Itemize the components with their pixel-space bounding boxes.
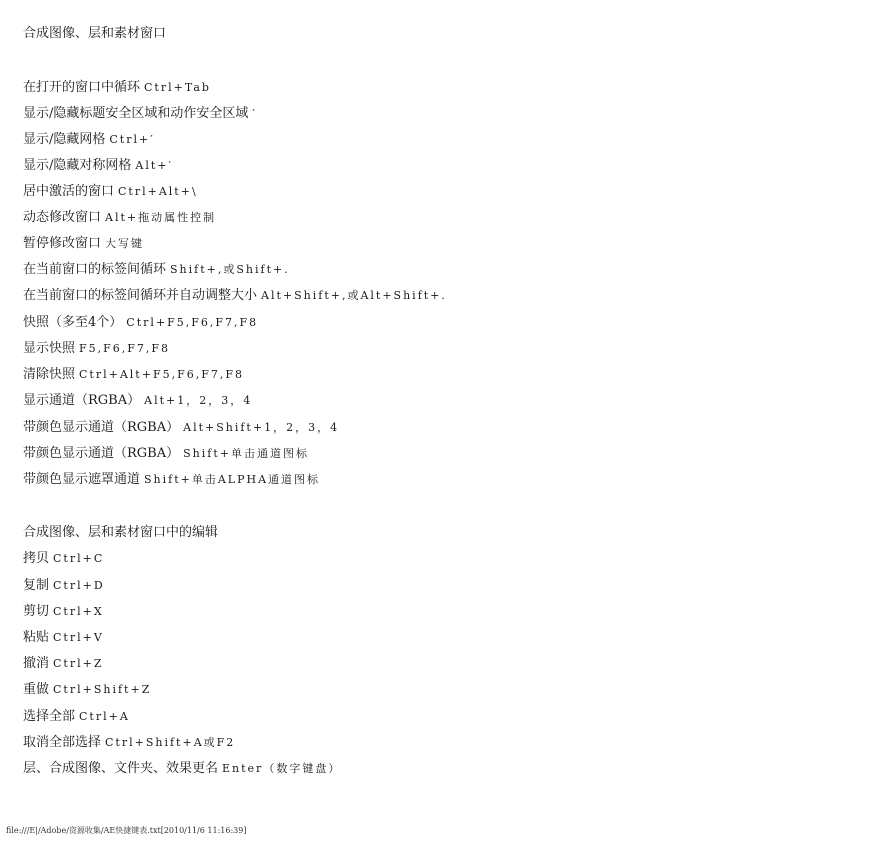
shortcut-description: 显示/隐藏标题安全区域和动作安全区域 xyxy=(23,106,249,121)
shortcut-row xyxy=(23,655,104,673)
shortcut-description: 粘贴 xyxy=(23,630,50,645)
shortcut-description: 带颜色显示遮罩通道 xyxy=(23,472,141,487)
shortcut-keys: Ctrl+V xyxy=(53,631,104,644)
shortcut-row xyxy=(23,131,155,149)
shortcut-keys: Alt+1，2，3，4 xyxy=(144,394,253,407)
shortcut-row xyxy=(23,235,144,253)
shortcut-row xyxy=(23,708,130,726)
shortcut-description: 带颜色显示通道（RGBA） xyxy=(23,420,180,435)
shortcut-row xyxy=(23,157,173,175)
shortcut-row xyxy=(23,79,211,97)
shortcut-description: 居中激活的窗口 xyxy=(23,184,115,199)
shortcut-row xyxy=(23,603,104,621)
shortcut-keys: Ctrl+Shift+Z xyxy=(53,683,152,696)
shortcut-keys: F5,F6,F7,F8 xyxy=(79,342,171,355)
shortcut-description: 在当前窗口的标签间循环并自动调整大小 xyxy=(23,288,258,303)
shortcut-description: 清除快照 xyxy=(23,367,76,382)
shortcut-description: 重做 xyxy=(23,682,50,697)
shortcut-keys: Shift+单击ALPHA通道图标 xyxy=(144,473,321,486)
shortcut-description: 快照（多至4个） xyxy=(23,315,123,330)
section-title-editing: 合成图像、层和素材窗口中的编辑 xyxy=(23,525,219,540)
shortcut-description: 撤消 xyxy=(23,656,50,671)
shortcut-description: 选择全部 xyxy=(23,709,76,724)
shortcut-keys: Alt+拖动属性控制 xyxy=(105,211,217,224)
shortcut-description: 层、合成图像、文件夹、效果更名 xyxy=(23,761,219,776)
shortcut-row xyxy=(23,629,104,647)
shortcut-description: 动态修改窗口 xyxy=(23,210,102,225)
shortcut-keys: Ctrl+Z xyxy=(53,657,104,670)
shortcut-description: 显示/隐藏对称网格 xyxy=(23,158,132,173)
shortcut-row xyxy=(23,209,216,227)
shortcut-keys: Ctrl+Alt+F5,F6,F7,F8 xyxy=(79,368,244,381)
shortcut-row xyxy=(23,760,341,778)
shortcut-keys: Alt+′ xyxy=(135,159,173,172)
shortcut-keys: Ctrl+X xyxy=(53,605,104,618)
shortcut-keys: Shift+单击通道图标 xyxy=(183,447,309,460)
shortcut-description: 显示/隐藏网格 xyxy=(23,132,106,147)
shortcut-keys: Enter（数字键盘） xyxy=(222,762,342,775)
shortcut-keys: Alt+Shift+1，2，3，4 xyxy=(183,421,340,434)
shortcut-row xyxy=(23,340,170,358)
shortcut-description: 暂停修改窗口 xyxy=(23,236,102,251)
shortcut-keys: Ctrl+′ xyxy=(109,133,155,146)
shortcut-row xyxy=(23,471,320,489)
shortcut-row xyxy=(23,183,198,201)
shortcut-keys: ′ xyxy=(252,107,257,120)
shortcut-description: 显示快照 xyxy=(23,341,76,356)
shortcut-row xyxy=(23,314,258,332)
shortcut-description: 带颜色显示通道（RGBA） xyxy=(23,446,180,461)
shortcut-row xyxy=(23,577,105,595)
shortcut-keys: Ctrl+A xyxy=(79,710,130,723)
shortcut-keys: Alt+Shift+,或Alt+Shift+. xyxy=(261,289,447,302)
shortcut-description: 拷贝 xyxy=(23,551,50,566)
shortcut-keys: Ctrl+D xyxy=(53,579,105,592)
shortcut-row xyxy=(23,261,290,279)
shortcut-keys: Ctrl+Alt+\ xyxy=(118,185,198,198)
shortcut-description: 复制 xyxy=(23,578,50,593)
shortcut-keys: Ctrl+Shift+A或F2 xyxy=(105,736,236,749)
shortcut-row xyxy=(23,392,252,410)
shortcut-description: 取消全部选择 xyxy=(23,735,102,750)
shortcut-keys: Ctrl+C xyxy=(53,552,105,565)
shortcut-description: 在打开的窗口中循环 xyxy=(23,80,141,95)
shortcut-keys: Ctrl+Tab xyxy=(144,81,211,94)
shortcut-keys: Shift+,或Shift+. xyxy=(170,263,290,276)
shortcut-description: 显示通道（RGBA） xyxy=(23,393,141,408)
shortcut-description: 剪切 xyxy=(23,604,50,619)
shortcut-row xyxy=(23,734,235,752)
shortcut-row xyxy=(23,419,339,437)
shortcut-description: 在当前窗口的标签间循环 xyxy=(23,262,167,277)
shortcut-row xyxy=(23,105,257,123)
shortcut-keys: Ctrl+F5,F6,F7,F8 xyxy=(126,316,259,329)
shortcut-row xyxy=(23,445,309,463)
file-path-footer: file:///E|/Adobe/资源收集/AE快捷键表.txt[2010/11/6 11:16:39] xyxy=(6,826,247,835)
shortcut-row xyxy=(23,366,244,384)
shortcut-row xyxy=(23,287,447,305)
shortcut-row xyxy=(23,550,104,568)
shortcut-keys: 大写键 xyxy=(105,237,145,250)
shortcut-row xyxy=(23,681,151,699)
section-title-windows: 合成图像、层和素材窗口 xyxy=(23,26,167,41)
